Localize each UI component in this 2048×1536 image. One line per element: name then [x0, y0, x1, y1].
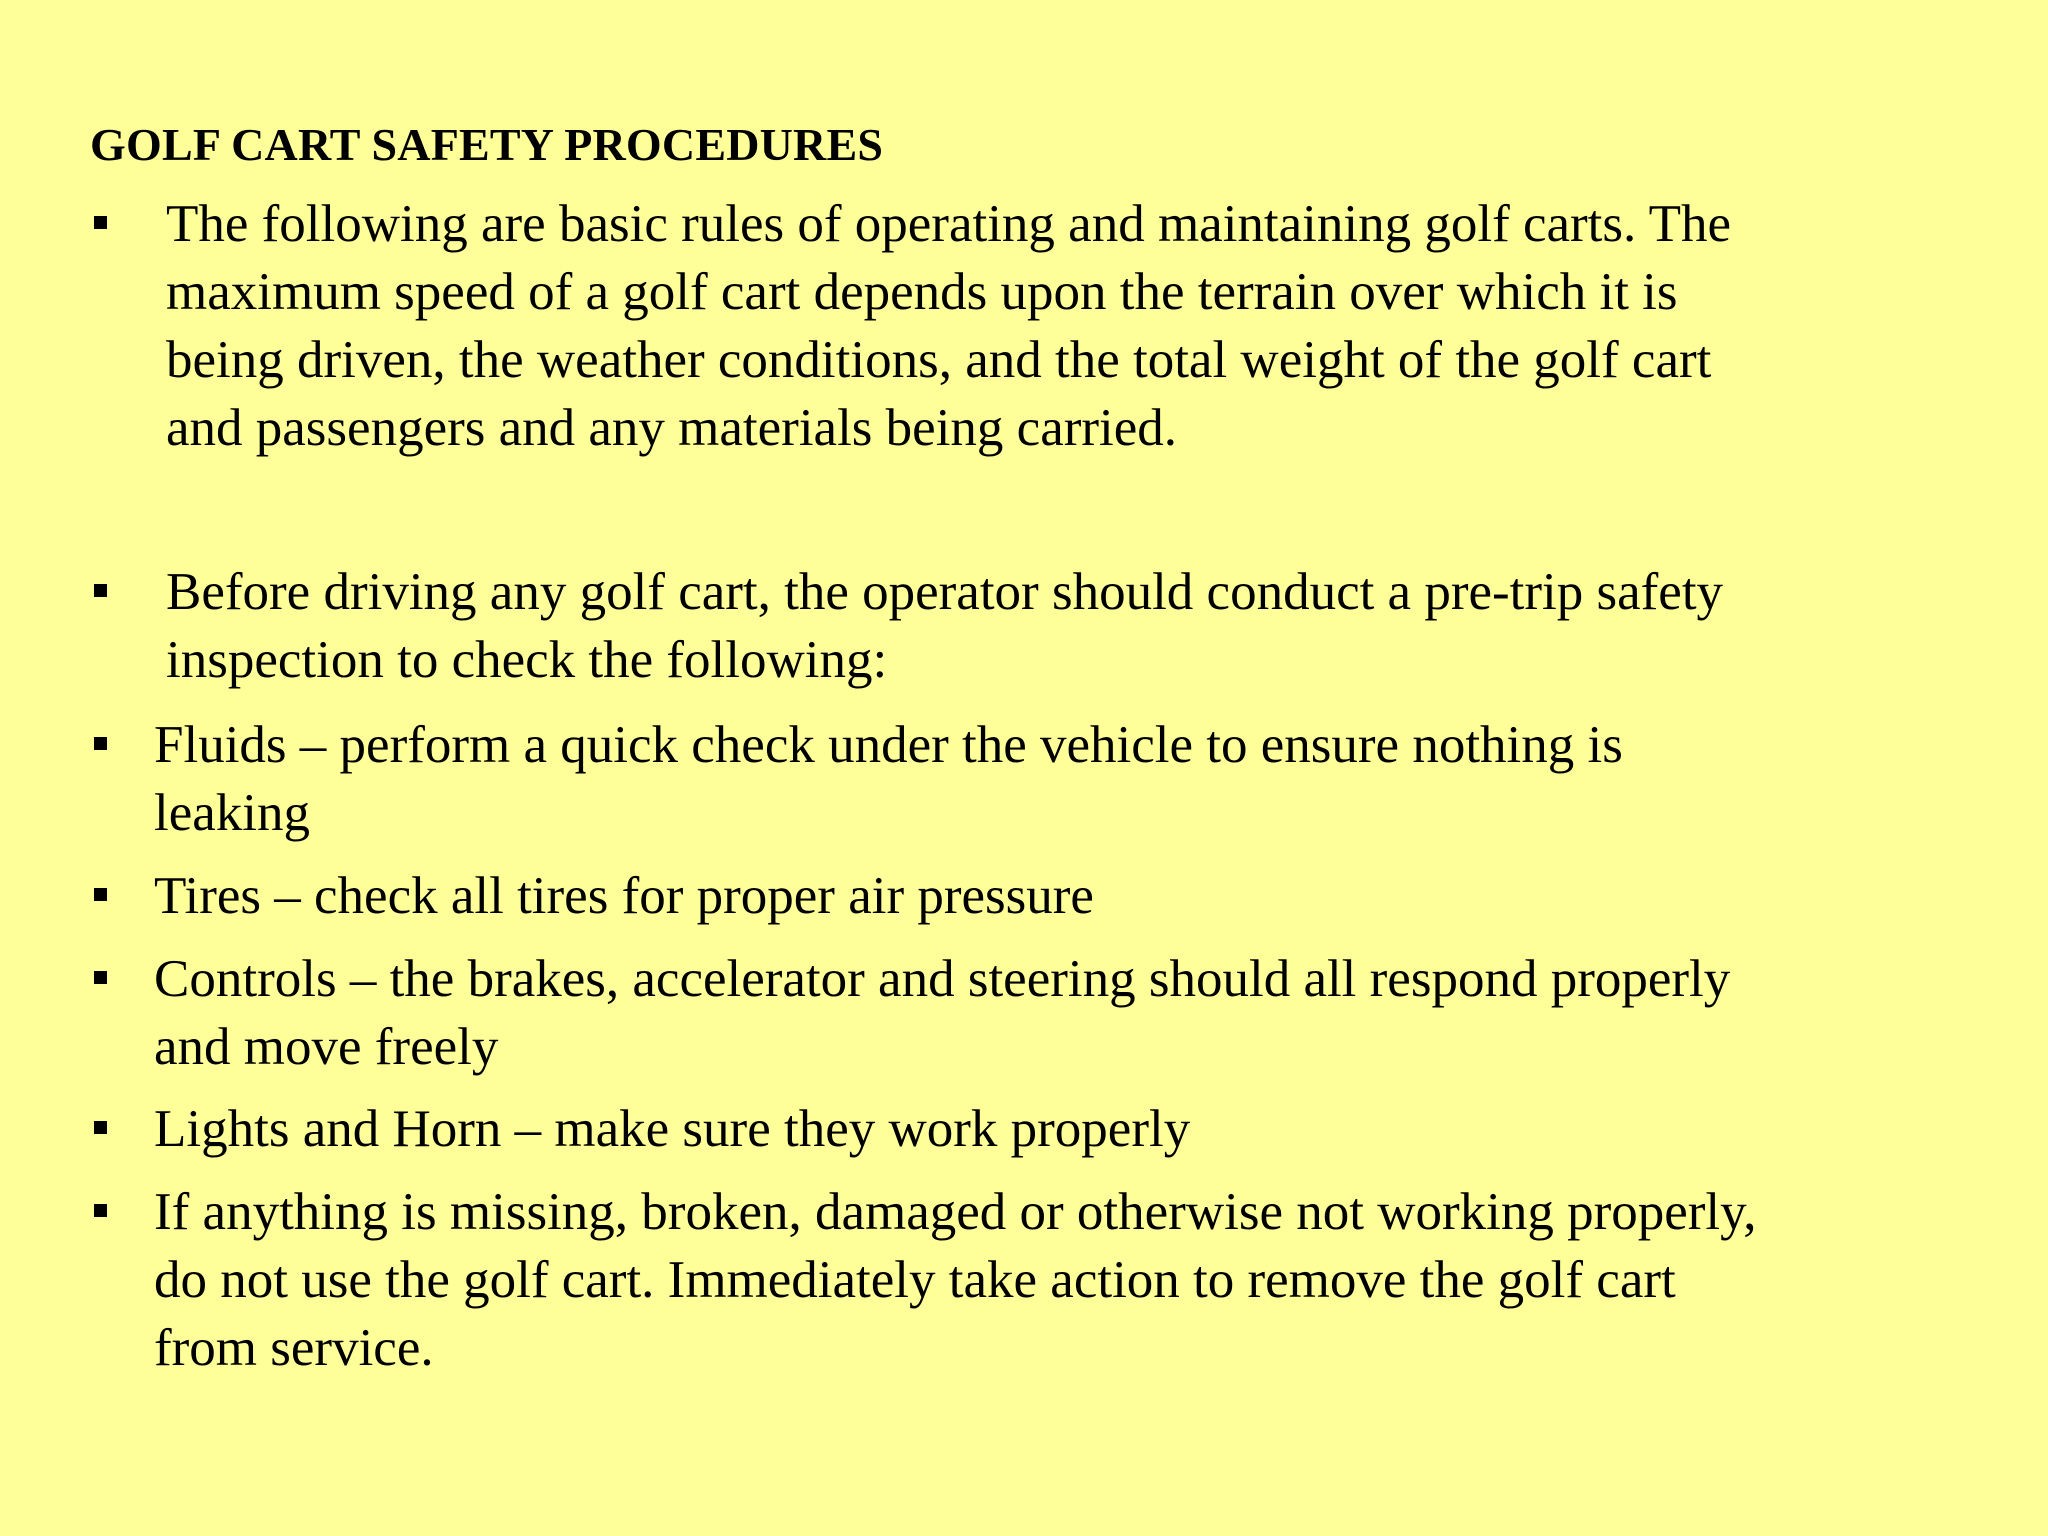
bullet-text: Tires – check all tires for proper air pressure: [154, 867, 1094, 925]
bullet-item: [90, 1178, 1954, 1382]
bullet-item: [90, 711, 1954, 847]
square-bullet-icon: [94, 584, 107, 597]
bullet-item: [90, 945, 1954, 1081]
bullet-item: [90, 190, 1966, 462]
bullet-text: Lights and Horn – make sure they work properly: [154, 1100, 1191, 1158]
slide-title: GOLF CART SAFETY PROCEDURES: [90, 119, 884, 170]
square-bullet-icon: [94, 216, 107, 229]
bullet-item: [90, 862, 1954, 930]
bullet-text: Before driving any golf cart, the operator should conduct a pre-trip safety inspection to check the following:: [166, 563, 1724, 689]
square-bullet-icon: [94, 737, 107, 750]
bullet-text: The following are basic rules of operating and maintaining golf carts. The maximum speed of a golf cart depends upon the terrain over which it is being driven, the weather conditions, and the total weight of the golf cart and passengers and any materials being carried.: [166, 195, 1731, 457]
bullet-item: [90, 558, 1966, 694]
square-bullet-icon: [94, 1121, 107, 1134]
bullet-text: Controls – the brakes, accelerator and steering should all respond properly and move freely: [154, 950, 1731, 1076]
bullet-text: Fluids – perform a quick check under the vehicle to ensure nothing is leaking: [154, 716, 1623, 842]
square-bullet-icon: [94, 1204, 107, 1217]
square-bullet-icon: [94, 888, 107, 901]
bullet-item: [90, 1095, 1954, 1163]
bullet-text: If anything is missing, broken, damaged or otherwise not working properly, do not use the golf cart. Immediately take action to remove the golf cart from service.: [154, 1183, 1757, 1377]
square-bullet-icon: [94, 971, 107, 984]
